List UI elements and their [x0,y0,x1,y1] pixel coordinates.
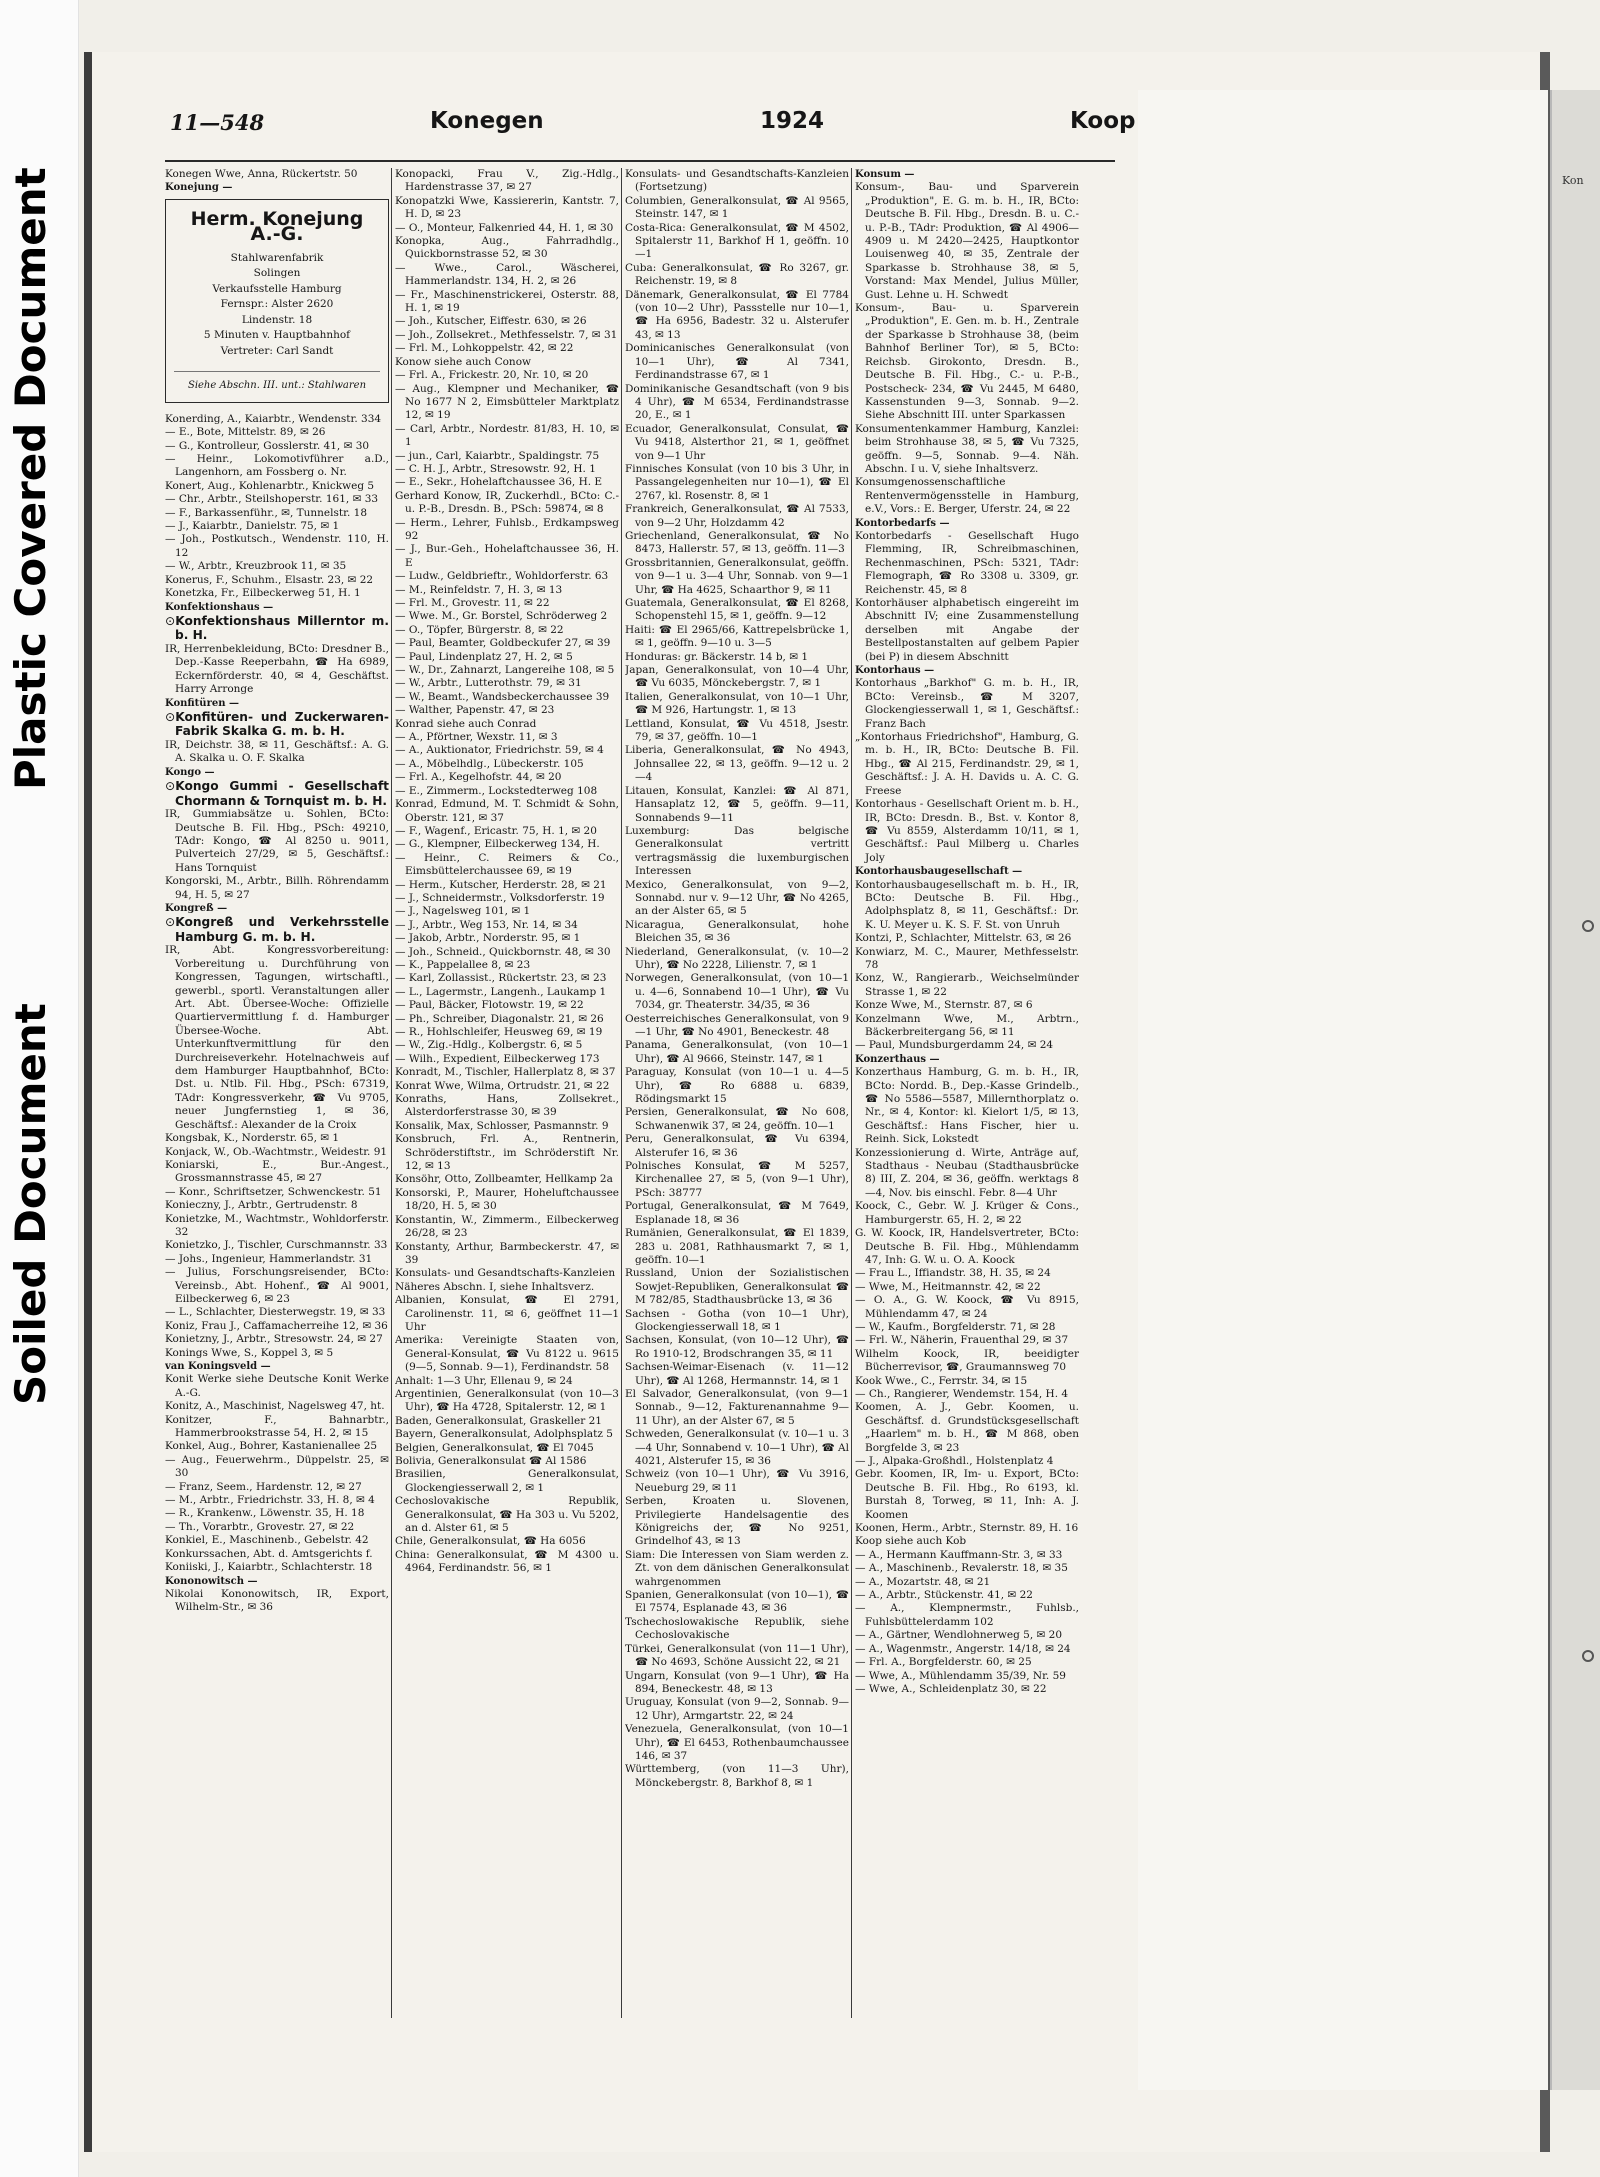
entry: — W., Kaufm., Borgfelderstr. 71, ✉ 28 [855,1320,1056,1333]
entry: Tschechoslowakische Republik, siehe Cechoslovakische [625,1615,849,1642]
blank-margin [1138,90,1548,2090]
entry: — E., Bote, Mittelstr. 89, ✉ 26 [165,426,326,439]
entry: Russland, Union der Sozialistischen Sowjet-Republiken, Generalkonsulat ☎ M 782/85, Stadthausbrücke 13, ✉ 36 [625,1267,849,1307]
entry: — Joh., Kutscher, Eiffestr. 630, ✉ 26 [395,315,587,328]
ad-line: Stahlwarenfabrik [230,251,324,264]
entry-header: Konejung — [165,182,233,194]
entry: Dominikanische Gesandtschaft (von 9 bis 4 Uhr), ☎ M 6534, Ferdinandstrasse 20, E., ✉ 1 [625,382,849,422]
ad-line: Solingen [253,267,301,280]
entry: — Aug., Klempner und Mechaniker, ☎ No 1677 N 2, Eimsbütteler Marktplatz 12, ✉ 19 [395,382,619,422]
entry: Konzessionierung d. Wirte, Anträge auf, Stadthaus - Neubau (Stadthausbrücke 8) III, Z. 204, ✉ 36, geöffn. werktags 8—4, Nov. bis einschl. Febr. 8—4 Uhr [855,1146,1079,1199]
entry: Albanien, Konsulat, ☎ El 2791, Carolinenstr. 11, ✉ 6, geöffnet 11—1 Uhr [395,1294,619,1333]
entry: Kontorhausbaugesellschaft m. b. H., IR, BCto: Deutsche B. Fil. Hbg., Adolphsplatz 8, ✉ 11, Geschäftsf.: Dr. K. U. Meyer u. K. S. F. St. von Unruh [855,878,1079,931]
entry: — Konr., Schriftsetzer, Schwenckestr. 51 [165,1185,382,1198]
entry: — Ludw., Geldbrieftr., Wohldorferstr. 63 [395,570,609,583]
entry: — Carl, Arbtr., Nordestr. 81/83, H. 10, ✉ 1 [395,422,619,449]
entry: Kontorhäuser alphabetisch eingereiht im Abschnitt IV; eine Zusammenstellung derselben mit Angabe der Bestellpostanstalten auf gelbem Papier (bei P) in diesem Abschnitt [855,597,1079,663]
entry-header: van Koningsveld — [165,1361,271,1372]
entry: — W., Beamt., Wandsbeckerchaussee 39 [395,690,610,703]
entry: — Chr., Arbtr., Steilshoperstr. 161, ✉ 33 [165,493,379,506]
entry: — Wwe. M., Gr. Borstel, Schröderweg 2 [395,610,608,623]
entry: — Joh., Schneid., Quickbornstr. 48, ✉ 30 [395,945,611,958]
entry: Bolivia, Generalkonsulat ☎ Al 1586 [395,1455,587,1467]
ad-line: Verkaufsstelle Hamburg [212,282,342,295]
page-header [170,108,1136,148]
entry: — J., Arbtr., Weg 153, Nr. 14, ✉ 34 [395,918,578,931]
entry: — Franz, Seem., Hardenstr. 12, ✉ 27 [165,1480,362,1493]
entry: Konsumgenossenschaftliche Rentenvermögensstelle in Hamburg, e.V., Vors.: E. Berger, Uferstr. 24, ✉ 22 [855,476,1079,516]
entry: Koop siehe auch Kob [855,1535,967,1548]
entry: — Herm., Kutscher, Herderstr. 28, ✉ 21 [395,878,607,891]
entry: Konsalik, Max, Schlosser, Pasmannstr. 9 [395,1119,609,1132]
entry: China: Generalkonsulat, ☎ M 4300 u. 4964, Ferdinandstr. 56, ✉ 1 [395,1548,619,1575]
entry: Koomen, A. J., Gebr. Koomen, u. Geschäftsf. d. Grundstücksgesellschaft „Haarlem" m. b. H., ☎ M 868, oben Borgfelde 3, ✉ 23 [855,1401,1079,1454]
entry: Dänemark, Generalkonsulat, ☎ El 7784 (von 10—2 Uhr), Passstelle nur 10—1, ☎ Ha 6956, Badestr. 32 u. Alsterufer 43, ✉ 13 [625,288,849,341]
edge-text: Kon [1562,174,1584,187]
entry: — A., Pförtner, Wexstr. 11, ✉ 3 [395,731,558,744]
punch-hole-icon [1582,920,1594,932]
entry: Konietzko, J., Tischler, Curschmannstr. 33 [165,1239,388,1252]
entry-list [625,168,849,1790]
entry: Konrat Wwe, Wilma, Ortrudstr. 21, ✉ 22 [395,1079,610,1092]
entry: Konerus, F., Schuhm., Elsastr. 23, ✉ 22 [165,573,374,586]
entry: — M., Arbtr., Friedrichstr. 33, H. 8, ✉ 4 [165,1494,375,1507]
entry: Ecuador, Generalkonsulat, Consulat, ☎ Vu 9418, Alsterthor 21, ✉ 1, geöffnet von 9—1 Uhr [625,422,849,462]
entry: — F., Barkassenführ., ✉, Tunnelstr. 18 [165,506,368,519]
entry: Grossbritannien, Generalkonsulat, geöffn. von 9—1 u. 3—4 Uhr, Sonnab. von 9—1 Uhr, ☎ Ha 4625, Schaarthor 9, ✉ 11 [625,556,849,596]
entry: „Kontorhaus Friedrichshof", Hamburg, G. m. b. H., IR, BCto: Deutsche B. Fil. Hbg., ☎ Al 215, Ferdinandstr. 29, ✉ 1, Geschäftsf.: J. A. H. Davids u. A. C. G. Freese [855,731,1079,797]
entry: — Joh., Zollsekret., Methfesselstr. 7, ✉ 31 [395,328,618,341]
entry: Türkei, Generalkonsulat (von 11—1 Uhr), ☎ No 4693, Schöne Aussicht 22, ✉ 21 [625,1642,849,1669]
entry: Konit Werke siehe Deutsche Konit Werke A.-G. [165,1373,389,1399]
entry: — A., Klempnermstr., Fuhlsb., Fuhlsbüttelerdamm 102 [855,1602,1079,1628]
entry: — O. A., G. W. Koock, ☎ Vu 8915, Mühlendamm 47, ✉ 24 [855,1294,1079,1320]
page-number: 11—548 [170,110,265,135]
column-1 [165,168,389,2018]
entry-header: Konsum — [855,169,915,180]
entry-list [165,766,389,779]
ad-line: Lindenstr. 18 [241,313,313,326]
entry: Luxemburg: Das belgische Generalkonsulat vertritt vertragsmässig die luxemburgischen Interessen [625,824,849,878]
entry: Konzerthaus Hamburg, G. m. b. H., IR, BCto: Nordd. B., Dep.-Kasse Grindelb., ☎ No 5586—5587, Millernthorplatz o. Nr., ✉ 4, Kontor: kl. Kielort 1/5, ✉ 13, Geschäftsf.: Hans Fischer, hier u. Reinh. Sick, Lokstedt [855,1066,1079,1146]
entry: — Joh., Postkutsch., Wendenstr. 110, H. 12 [165,533,389,559]
entry: Konzelmann Wwe, M., Arbtrn., Bäckerbreitergang 56, ✉ 11 [855,1012,1079,1038]
entry: — L., Schlachter, Diesterwegstr. 19, ✉ 33 [165,1306,386,1319]
entry: Argentinien, Generalkonsulat (von 10—3 Uhr), ☎ Ha 4728, Spitalerstr. 12, ✉ 1 [395,1387,619,1414]
entry: Konrad siehe auch Conrad [395,717,537,730]
entry: Paraguay, Konsulat (von 10—1 u. 4—5 Uhr), ☎ Ro 6888 u. 6839, Rödingsmarkt 15 [625,1066,849,1106]
entry: Baden, Generalkonsulat, Graskeller 21 [395,1414,602,1427]
entry: — O., Monteur, Falkenried 44, H. 1, ✉ 30 [395,221,614,234]
entry: Panama, Generalkonsulat, (von 10—1 Uhr), ☎ Al 9666, Steinstr. 147, ✉ 1 [625,1039,849,1065]
entry: Litauen, Konsulat, Kanzlei: ☎ Al 871, Hansaplatz 12, ☎ 5, geöffn. 9—11, Sonnabends 9—11 [625,784,849,824]
entry-list [165,697,389,710]
entry-header: Kontorhausbaugesellschaft — [855,866,1023,878]
entry: — C. H. J., Arbtr., Stresowstr. 92, H. 1 [395,462,596,475]
entry: Gebr. Koomen, IR, Im- u. Export, BCto: Deutsche B. Fil. Hbg., Ro 6193, kl. Burstah 8, Torweg, ✉ 11, Inh: A. J. Koomen [855,1468,1079,1521]
entry: Griechenland, Generalkonsulat, ☎ No 8473, Hallerstr. 57, ✉ 13, geöffn. 11—3 [625,529,849,556]
ad-note: Siehe Abschn. III. unt.: Stahlwaren [174,371,380,394]
entry: Kongsbak, K., Norderstr. 65, ✉ 1 [165,1132,340,1145]
entry: Portugal, Generalkonsulat, ☎ M 7649, Esplanade 18, ✉ 36 [625,1200,849,1226]
entry: Amerika: Vereinigte Staaten von, General-Konsulat, ☎ Vu 8122 u. 9615 (9—5, Sonnab. 9—1), Ferdinandstr. 58 [395,1334,619,1374]
entry-header: Kongreß — [165,903,228,914]
ad-title: Herm. Konejung A.-G. [190,207,364,246]
entry: Mexico, Generalkonsulat, von 9—2, Sonnabd. nur v. 9—12 Uhr, ☎ No 4265, an der Alster 65, ✉ 5 [625,878,849,918]
entry: IR, Deichstr. 38, ✉ 11, Geschäftsf.: A. G. A. Skalka u. O. F. Skalka [165,738,389,765]
entry: Peru, Generalkonsulat, ☎ Vu 6394, Alsterufer 16, ✉ 36 [625,1133,849,1159]
entry: — E., Zimmerm., Lockstedterweg 108 [395,784,598,797]
entry: Konsorski, P., Maurer, Hoheluftchaussee 18/20, H. 5, ✉ 30 [395,1186,619,1213]
column-2 [395,168,619,2018]
entry: Columbien, Generalkonsulat, ☎ Al 9565, Steinstr. 147, ✉ 1 [625,194,849,221]
entry: Koniarski, E., Bur.-Angest., Grossmannstrasse 45, ✉ 27 [165,1158,389,1185]
advertisement-box [165,199,389,403]
entry: Konietzny, J., Arbtr., Stresowstr. 24, ✉ 27 [165,1333,383,1346]
entry: Schweiz (von 10—1 Uhr), ☎ Vu 3916, Neueburg 29, ✉ 11 [625,1468,849,1494]
entry: — A., Hermann Kauffmann-Str. 3, ✉ 33 [855,1548,1063,1561]
firm-entry: ⊙ Konfitüren- und Zuckerwaren-Fabrik Skalka G. m. b. H. [165,710,389,739]
entry: — Fr., Maschinenstrickerei, Osterstr. 88, H. 1, ✉ 19 [395,288,619,315]
entry-header: Kontorhaus — [855,665,935,677]
entry: Konradt, M., Tischler, Hallerplatz 8, ✉ 37 [395,1066,616,1079]
entry: Konert, Aug., Kohlenarbtr., Knickweg 5 [165,479,375,492]
entry: Konopacki, Frau V., Zig.-Hdlg., Hardenstrasse 37, ✉ 27 [395,168,619,194]
entry: — G., Kontrolleur, Gosslerstr. 41, ✉ 30 [165,439,370,452]
entry: — W., Arbtr., Kreuzbrook 11, ✉ 35 [165,560,347,573]
entry: — Heinr., Lokomotivführer a.D., Langenhorn, am Fossberg o. Nr. [165,453,389,479]
entry-list [165,875,389,915]
column-divider [621,168,622,2018]
entry: — Frl. A., Frickestr. 20, Nr. 10, ✉ 20 [395,369,589,382]
entry: Oesterreichisches Generalkonsulat, von 9—1 Uhr, ☎ No 4901, Beneckestr. 48 [625,1012,849,1038]
entry: — L., Lagermstr., Langenh., Laukamp 1 [395,985,607,998]
entry: — A., Wagenmstr., Angerstr. 14/18, ✉ 24 [855,1642,1071,1655]
entry: — M., Reinfeldstr. 7, H. 3, ✉ 13 [395,583,563,596]
entry: — A., Arbtr., Stückenstr. 41, ✉ 22 [855,1589,1033,1602]
entry: — Jakob, Arbtr., Norderstr. 95, ✉ 1 [395,932,581,945]
entry: — A., Mozartstr. 48, ✉ 21 [855,1575,991,1588]
entry-list [855,168,1079,1696]
entry-list [165,1132,389,1615]
next-page-edge [1550,90,1600,2090]
entry: — Wwe., Carol., Wäscherei, Hammerlandstr. 134, H. 2, ✉ 26 [395,261,619,288]
entry: El Salvador, Generalkonsulat, (von 9—1 Sonnab., 9—12, Fakturenannahme 9—11 Uhr), an der Alster 67, ✉ 5 [625,1387,849,1427]
entry: — Julius, Forschungsreisender, BCto: Vereinsb., Abt. Hohenf., ☎ Al 9001, Eilbeckerweg 6, ✉ 23 [165,1266,389,1305]
side-label-plastic: Plastic Covered Document [6,167,55,790]
entry-header: Kongo — [165,766,215,778]
entry: — E., Sekr., Hohelaftchaussee 36, H. E [395,476,603,489]
entry: — Ch., Rangierer, Wendemstr. 154, H. 4 [855,1387,1069,1400]
entry: Haiti: ☎ El 2965/66, Kattrepelsbrücke 1, ✉ 1, geöffn. 9—10 u. 3—5 [625,623,849,650]
entry: — K., Pappelallee 8, ✉ 23 [395,958,531,971]
entry: — Paul, Mundsburgerdamm 24, ✉ 24 [855,1039,1054,1052]
entry: IR, Gummiabsätze u. Sohlen, BCto: Deutsche B. Fil. Hbg., PSch: 49210, TAdr: Kongo, ☎ Al 8250 u. 9011, Pulverteich 27/29, ✉ 5, Geschäftsf.: Hans Tornquist [165,808,389,874]
entry: Kontorhaus - Gesellschaft Orient m. b. H., IR, BCto: Dresdn. B., Bst. v. Kontor 8, ☎ Vu 8559, Alsterdamm 10/11, ✉ 1, Geschäftsf.: Paul Milberg u. Charles Joly [855,798,1079,864]
entry: Japan, Generalkonsulat, von 10—4 Uhr, ☎ Vu 6035, Mönckebergstr. 7, ✉ 1 [625,664,849,690]
header-first-word: Konegen [430,108,544,134]
header-rule [165,160,1115,162]
entry: — Frl. A., Borgfelderstr. 60, ✉ 25 [855,1656,1032,1669]
entry: Konsum-, Bau- und Sparverein „Produktion", E. G. m. b. H., IR, BCto: Deutsche B. Fil. Hbg., Dresdn. B. u. C.- u. P.-B., TAdr: Produktion, ☎ Al 4906—4909 u. M 2420—2425, Hauptkontor Louisenweg 40, ✉ 35, Zentrale der Sparkasse b. Strohhause 38, ✉ 5, Vorstand: Max Mendel, Julius Müller, Gust. Lehne u. H. Schwedt [855,181,1079,301]
entry-list [395,168,619,1576]
entry: Kongorski, M., Arbtr., Billh. Röhrendamm 94, H. 5, ✉ 27 [165,875,389,901]
entry: Konwiarz, M. C., Maurer, Methfesselstr. 78 [855,945,1079,971]
entry: Konsbruch, Frl. A., Rentnerin, Schröderstiftstr., im Schröderstift Nr. 12, ✉ 13 [395,1133,619,1173]
firm-entry: ⊙ Konfektionshaus Millerntor m. b. H. [165,614,389,643]
entry: — Ph., Schreiber, Diagonalstr. 21, ✉ 26 [395,1012,604,1025]
entry: Persien, Generalkonsulat, ☎ No 608, Schwanenwik 37, ✉ 24, geöffn. 10—1 [625,1106,849,1132]
entry: Konz, W., Rangierarb., Weichselmünder Strasse 1, ✉ 22 [855,972,1079,998]
entry: Sachsen - Gotha (von 10—1 Uhr), Glockengiesserwall 18, ✉ 1 [625,1307,849,1333]
entry: Koniiski, J., Kaiarbtr., Schlachterstr. 18 [165,1561,373,1574]
entry: Cuba: Generalkonsulat, ☎ Ro 3267, gr. Reichenstr. 19, ✉ 8 [625,261,849,288]
entry: — J., Alpaka-Großhdl., Holstenplatz 4 [855,1455,1054,1467]
punch-hole-icon [1582,1650,1594,1662]
entry: Konsulats- und Gesandtschafts-Kanzleien (Fortsetzung) [625,168,849,194]
entry: Konze Wwe, M., Sternstr. 87, ✉ 6 [855,999,1033,1012]
entry: Koniz, Frau J., Caffamacherreihe 12, ✉ 36 [165,1319,388,1332]
entry: Brasilien, Generalkonsulat, Glockengiesserwall 2, ✉ 1 [395,1468,619,1494]
entry: Rumänien, Generalkonsulat, ☎ El 1839, 283 u. 2081, Rathhausmarkt 7, ✉ 1, geöffn. 10—1 [625,1227,849,1266]
entry: Schweden, Generalkonsulat (v. 10—1 u. 3—4 Uhr, Sonnabend v. 10—1 Uhr), ☎ Al 4021, Alsterufer 15, ✉ 36 [625,1428,849,1467]
entry: — Frau L., Iffiandstr. 38, H. 35, ✉ 24 [855,1267,1051,1280]
firm-entry: ⊙ Kongreß und Verkehrsstelle Hamburg G. m. b. H. [165,915,389,944]
entry: — Wwe, A., Mühlendamm 35/39, Nr. 59 [855,1669,1066,1682]
entry: — Aug., Feuerwehrm., Düppelstr. 25, ✉ 30 [165,1453,389,1480]
entry: Konegen Wwe, Anna, Rückertstr. 50 [165,168,358,180]
entry: Kontorhaus „Barkhof" G. m. b. H., IR, BCto: Vereinsb., ☎ M 3207, Glockengiesserwall 1, ✉ 1, Geschäftsf.: Franz Bach [855,677,1079,730]
entry: Bayern, Generalkonsulat, Adolphsplatz 5 [395,1428,613,1441]
entry: Konings Wwe, S., Koppel 3, ✉ 5 [165,1346,334,1359]
entry: Nikolai Kononowitsch, IR, Export, Wilhelm-Str., ✉ 36 [165,1587,389,1614]
entry: Ungarn, Konsulat (von 9—1 Uhr), ☎ Ha 894, Beneckestr. 48, ✉ 13 [625,1669,849,1695]
entry: Cechoslovakische Republik, Generalkonsulat, ☎ Ha 303 u. Vu 5202, an d. Alster 61, ✉ 5 [395,1495,619,1535]
entry: Liberia, Generalkonsulat, ☎ No 4943, Johnsallee 22, ✉ 13, geöffn. 9—12 u. 2—4 [625,744,849,784]
entry: Kontzi, P., Schlachter, Mittelstr. 63, ✉ 26 [855,932,1072,945]
entry: Konsöhr, Otto, Zollbeamter, Hellkamp 2a [395,1173,613,1186]
column-divider [391,168,392,2018]
entry: Konetzka, Fr., Eilbeckerweg 51, H. 1 [165,587,361,600]
entry: — J., Nagelsweg 101, ✉ 1 [395,905,531,918]
entry: Lettland, Konsulat, ☎ Vu 4518, Jsestr. 79, ✉ 37, geöffn. 10—1 [625,717,849,744]
entry: Konkel, Aug., Bohrer, Kastanienallee 25 [165,1440,378,1453]
entry: Konsum-, Bau- u. Sparverein „Produktion", E. Gen. m. b. H., Zentrale der Sparkasse b Strohhause 38, (beim Bahnhof Berliner Tor), ✉ 5, BCto: Reichsb. Girokonto, Dresdn. B., Deutsche B. Fil. Hbg., C.- u. P.-B., Postscheck- 234, ☎ Vu 2445, M 6480, Kassenstunden 9—3, Sonnab. 9—2. Siehe Abschnitt III. unter Sparkassen [855,302,1079,422]
entry: — Frl. M., Lohkoppelstr. 42, ✉ 22 [395,342,574,355]
entry: IR, Abt. Kongressvorbereitung: Vorbereitung u. Durchführung von Kongressen, Tagungen, wirtschaftl., gewerbl., sportl. Veranstaltungen aller Art. Abt. Übersee-Woche: Offizielle Quartiervermittlung f. d. Hamburger Übersee-Woche. Abt. Unterkunftvermittlung für den Durchreiseverkehr. Hotelnachweis auf dem Hamburger Hauptbahnhof, BCto: Dst. u. Ntlb. Fil. Hbg., PSch: 67319, TAdr: Kongressverkehr, ☎ Vu 9705, neuer Jungfernstieg 1, ✉ 36, Geschäftsf.: Alexander de la Croix [165,944,389,1131]
entry: — W., Dr., Zahnarzt, Langereihe 108, ✉ 5 [395,664,615,677]
entry: Spanien, Generalkonsulat (von 10—1), ☎ El 7574, Esplanade 43, ✉ 36 [625,1589,849,1615]
entry: Kook Wwe., C., Ferrstr. 34, ✉ 15 [855,1374,1028,1387]
entry: — Paul, Lindenplatz 27, H. 2, ✉ 5 [395,650,573,663]
entry: Konkurssachen, Abt. d. Amtsgerichts f. [165,1547,373,1560]
entry: — R., Hohlschleifer, Heusweg 69, ✉ 19 [395,1026,603,1038]
entry-header: Konfitüren — [165,697,239,709]
entry: Konsumentenkammer Hamburg, Kanzlei: beim Strohhause 38, ✉ 5, ☎ Vu 7325, geöffn. 9—5, Sonnab. 9—4. Näh. Abschn. I u. V, siehe Inhaltsverz. [855,422,1079,475]
entry: — Frl. W., Näherin, Frauenthal 29, ✉ 37 [855,1334,1069,1347]
entry: Polnisches Konsulat, ☎ M 5257, Kirchenallee 27, ✉ 5, (von 9—1 Uhr), PSch: 38777 [625,1160,849,1199]
entry: Norwegen, Generalkonsulat, (von 10—1 u. 4—6, Sonnabend 10—1 Uhr), ☎ Vu 7034, gr. Theaterstr. 34/35, ✉ 36 [625,972,849,1012]
entry: Konsulats- und Gesandtschafts-Kanzleien [395,1267,616,1280]
header-year: 1924 [760,108,825,134]
entry: Kontorbedarfs - Gesellschaft Hugo Flemming, IR, Schreibmaschinen, Rechenmaschinen, PSch: 5321, TAdr: Flemograph, ☎ Ro 3308 u. 3309, gr. Reichenstr. 45, ✉ 8 [855,529,1079,596]
entry: — W., Arbtr., Lutterothstr. 79, ✉ 31 [395,677,582,690]
entry: Näheres Abschn. I, siehe Inhaltsverz. [395,1280,595,1293]
entry: Konraths, Hans, Zollsekret., Alsterdorferstrasse 30, ✉ 39 [395,1093,619,1119]
entry: — J., Kaiarbtr., Danielstr. 75, ✉ 1 [165,520,340,533]
entry: — Th., Vorarbtr., Grovestr. 27, ✉ 22 [165,1520,355,1533]
entry: Nicaragua, Generalkonsulat, hohe Bleichen 35, ✉ 36 [625,918,849,945]
entry: Niederland, Generalkonsulat, (v. 10—2 Uhr), ☎ No 2228, Lilienstr. 7, ✉ 1 [625,945,849,971]
ad-line: 5 Minuten v. Hauptbahnhof [203,329,351,342]
entry: — Karl, Zollassist., Rückertstr. 23, ✉ 23 [395,972,607,985]
entry: — J., Schneidermstr., Volksdorferstr. 19 [395,891,605,904]
entry: Chile, Generalkonsulat, ☎ Ha 6056 [395,1535,586,1548]
entry: Koock, C., Gebr. W. J. Krüger & Cons., Hamburgerstr. 65, H. 2, ✉ 22 [855,1200,1079,1226]
entry: Koonen, Herm., Arbtr., Sternstr. 89, H. 16 [855,1522,1079,1535]
entry: Guatemala, Generalkonsulat, ☎ El 8268, Schopenstehl 15, ✉ 1, geöffn. 9—12 [625,597,849,623]
entry: — A., Gärtner, Wendlohnerweg 5, ✉ 20 [855,1629,1063,1642]
entry: — Walther, Papenstr. 47, ✉ 23 [395,704,555,717]
ad-line: Vertreter: Carl Sandt [220,344,334,357]
column-4 [855,168,1079,2018]
side-label-soiled: Soiled Document [6,1003,55,1405]
entry: Konitzer, F., Bahnarbtr., Hammerbrookstrasse 54, H. 2, ✉ 15 [165,1413,389,1440]
entry-header: Konfektionshaus — [165,601,274,613]
entry: Konstantin, W., Zimmerm., Eilbeckerweg 26/28, ✉ 23 [395,1213,619,1240]
entry: Sachsen-Weimar-Eisenach (v. 11—12 Uhr), ☎ Al 1268, Hermannstr. 14, ✉ 1 [625,1361,849,1387]
entry: — Herm., Lehrer, Fuhlsb., Erdkampsweg 92 [395,516,619,542]
ad-line: Fernspr.: Alster 2620 [220,298,334,311]
entry: — A., Maschinenb., Revalerstr. 18, ✉ 35 [855,1562,1068,1575]
header-last-word: Koop [1070,108,1136,134]
entry: — A., Auktionator, Friedrichstr. 59, ✉ 4 [395,744,604,757]
entry: — O., Töpfer, Bürgerstr. 8, ✉ 22 [395,623,564,636]
entry: Honduras: gr. Bäckerstr. 14 b, ✉ 1 [625,650,809,663]
entry: — Frl. M., Grovestr. 11, ✉ 22 [395,597,550,609]
entry: — R., Krankenw., Löwenstr. 35, H. 18 [165,1507,365,1520]
entry: Konopatzki Wwe, Kassiererin, Kantstr. 7, H. D, ✉ 23 [395,194,619,221]
firm-entry: ⊙ Kongo Gummi - Gesellschaft Chormann & Tornquist m. b. H. [165,779,389,808]
entry: Venezuela, Generalkonsulat, (von 10—1 Uhr), ☎ El 6453, Rothenbaumchaussee 146, ✉ 37 [625,1723,849,1762]
entry: — Johs., Ingenieur, Hammerlandstr. 31 [165,1252,373,1265]
column-divider [851,168,852,2018]
entry: Konerding, A., Kaiarbtr., Wendenstr. 334 [165,412,382,425]
entry: — jun., Carl, Kaiarbtr., Spaldingstr. 75 [395,449,600,462]
entry: — Frl. A., Kegelhofstr. 44, ✉ 20 [395,771,562,784]
entry-header: Kontorbedarfs — [855,517,950,529]
entry: Uruguay, Konsulat (von 9—2, Sonnab. 9—12 Uhr), Armgartstr. 22, ✉ 24 [625,1696,849,1722]
entry: Konstanty, Arthur, Barmbeckerstr. 47, ✉ 39 [395,1240,619,1266]
entry: Frankreich, Generalkonsulat, ☎ Al 7533, von 9—2 Uhr, Holzdamm 42 [625,503,849,529]
entry-header: Kononowitsch — [165,1575,258,1587]
entry: Dominicanisches Generalkonsulat (von 10—1 Uhr), ☎ Al 7341, Ferdinandstrasse 67, ✉ 1 [625,342,849,382]
entry: — Wwe, A., Schleidenplatz 30, ✉ 22 [855,1682,1047,1695]
entry: Konow siehe auch Conow [395,355,531,368]
entry: — Wilh., Expedient, Eilbeckerweg 173 [395,1052,600,1065]
entry: Gerhard Konow, IR, Zuckerhdl., BCto: C.- u. P.-B., Dresdn. B., PSch: 59874, ✉ 8 [395,489,619,516]
entry: Konkiel, E., Maschinenb., Gebelstr. 42 [165,1534,369,1547]
entry: — G., Klempner, Eilbeckerweg 134, H. [395,838,600,851]
margin-strip [0,0,79,2177]
entry: Sachsen, Konsulat, (von 10—12 Uhr), ☎ Ro 1910-12, Brodschrangen 35, ✉ 11 [625,1334,849,1360]
entry: Belgien, Generalkonsulat, ☎ El 7045 [395,1441,594,1454]
entry: Anhalt: 1—3 Uhr, Ellenau 9, ✉ 24 [395,1374,573,1387]
entry: IR, Herrenbekleidung, BCto: Dresdner B., Dep.-Kasse Reeperbahn, ☎ Ha 6989, Eckernförderstr. 40, ✉ 4, Geschäftst. Harry Arronge [165,642,389,696]
entry: Siam: Die Interessen von Siam werden z. Zt. von dem dänischen Generalkonsulat wahrgenommen [625,1548,849,1588]
entry: — F., Wagenf., Ericastr. 75, H. 1, ✉ 20 [395,824,597,837]
entry: — W., Zig.-Hdlg., Kolbergstr. 6, ✉ 5 [395,1039,583,1052]
entry: Württemberg, (von 11—3 Uhr), Mönckebergstr. 8, Barkhof 8, ✉ 1 [625,1763,849,1789]
entry: Konjack, W., Ob.-Wachtmstr., Weidestr. 91 [165,1145,388,1158]
entry: Costa-Rica: Generalkonsulat, ☎ M 4502, Spitalerstr 11, Barkhof H 1, geöffn. 10—1 [625,221,849,261]
entry: Serben, Kroaten u. Slovenen, Privilegierte Handelsagentie des Königreichs der, ☎ No 9251, Grindelhof 43, ✉ 13 [625,1495,849,1548]
entry: — A., Möbelhdlg., Lübeckerstr. 105 [395,757,584,770]
entry: Konietzke, M., Wachtmstr., Wohldorferstr. 32 [165,1212,389,1238]
column-3 [625,168,849,2018]
entry: Italien, Generalkonsulat, von 10—1 Uhr, ☎ M 926, Hartungstr. 1, ✉ 13 [625,690,849,717]
entry: — Paul, Beamter, Goldbeckufer 27, ✉ 39 [395,637,611,650]
entry: Konopka, Aug., Fahrradhdlg., Quickbornstrasse 52, ✉ 30 [395,235,619,261]
entry: — Wwe, M., Heitmannstr. 42, ✉ 22 [855,1280,1041,1293]
entry: — Paul, Bäcker, Flotowstr. 19, ✉ 22 [395,999,584,1012]
entry: Konieczny, J., Arbtr., Gertrudenstr. 8 [165,1199,358,1212]
entry: — Heinr., C. Reimers & Co., Eimsbüttelerchaussee 69, ✉ 19 [395,851,619,878]
entry-list [165,413,389,614]
entry: G. W. Koock, IR, Handelsvertreter, BCto: Deutsche B. Fil. Hbg., Mühlendamm 47, Inh: G. W. u. O. A. Koock [855,1227,1079,1266]
entry: Konitz, A., Maschinist, Nagelsweg 47, ht. [165,1400,385,1413]
entry: Wilhelm Koock, IR, beeidigter Bücherrevisor, ☎, Graumannsweg 70 [855,1347,1079,1374]
entry: — J., Bur.-Geh., Hohelaftchaussee 36, H. E [395,543,619,569]
entry: Konrad, Edmund, M. T. Schmidt & Sohn, Oberstr. 121, ✉ 37 [395,798,619,824]
entry: Finnisches Konsulat (von 10 bis 3 Uhr, in Passangelegenheiten nur 10—1), ☎ El 2767, kl. Rosenstr. 8, ✉ 1 [625,462,849,502]
entry-header: Konzerthaus — [855,1053,940,1065]
